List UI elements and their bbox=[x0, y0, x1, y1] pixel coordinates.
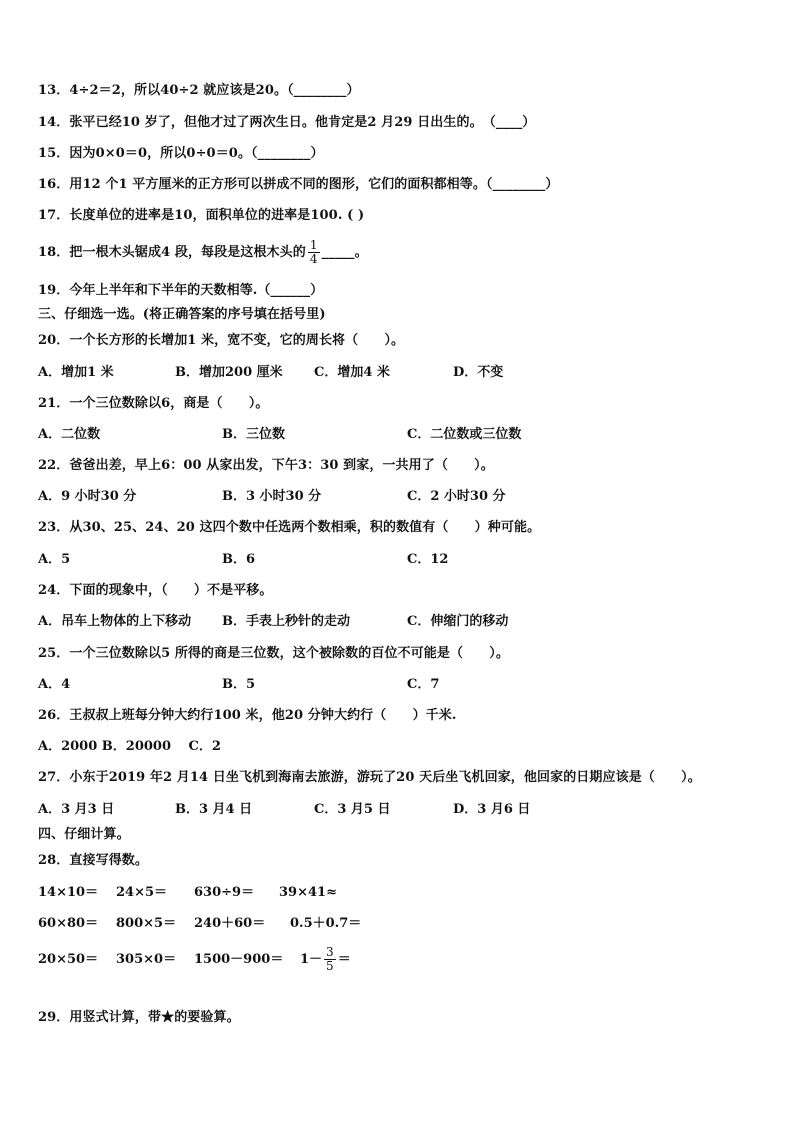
calc-2-2: 800×5＝ bbox=[116, 916, 177, 931]
option-20-a: A．增加1 米 bbox=[38, 365, 114, 380]
option-27-d: D．3 月6 日 bbox=[453, 802, 531, 817]
question-18 bbox=[38, 238, 368, 268]
option-21-b: B．三位数 bbox=[222, 427, 285, 442]
question-16: 16．用12 个1 平方厘米的正方形可以拼成不同的图形，它们的面积都相等。（________） bbox=[38, 177, 559, 192]
question-23-stem: 23．从30、25、24、20 这四个数中任选两个数相乘，积的数值有（ ）种可能。 bbox=[38, 520, 541, 535]
question-22-stem: 22．爸爸出差，早上6：00 从家出发，下午3：30 到家，一共用了（ ）。 bbox=[38, 458, 494, 473]
option-26-all: A．2000 B．20000 C．2 bbox=[38, 739, 221, 754]
option-27-a: A．3 月3 日 bbox=[38, 802, 115, 817]
question-15: 15．因为0×0＝0，所以0÷0＝0。（________） bbox=[38, 146, 324, 161]
calc-3-3: 1500－900＝ bbox=[194, 952, 284, 967]
question-27-stem: 27．小东于2019 年2 月14 日坐飞机到海南去旅游，游玩了20 天后坐飞机回家，他回家的日期应该是（ ）。 bbox=[38, 770, 701, 785]
option-27-c: C．3 月5 日 bbox=[314, 802, 391, 817]
calc-2-1: 60×80＝ bbox=[38, 916, 99, 931]
option-20-c: C．增加4 米 bbox=[314, 365, 390, 380]
option-23-a: A．5 bbox=[38, 552, 71, 567]
question-26-stem: 26．王叔叔上班每分钟大约行100 米，他20 分钟大约行（ ）千米. bbox=[38, 708, 457, 723]
question-18-prefix: 18．把一根木头锯成4 段，每段是这根木头的 bbox=[38, 245, 306, 260]
option-27-b: B．3 月4 日 bbox=[175, 802, 253, 817]
question-21-stem: 21．一个三位数除以6，商是（ ）。 bbox=[38, 396, 269, 411]
fraction-three-fifths: $\frac{3}{5}$ bbox=[326, 945, 334, 973]
option-24-b: B．手表上秒针的走动 bbox=[222, 614, 350, 629]
calc-1-3: 630÷9＝ bbox=[194, 885, 255, 900]
question-24-stem: 24．下面的现象中，（ ）不是平移。 bbox=[38, 583, 273, 598]
option-21-c: C．二位数或三位数 bbox=[407, 427, 522, 442]
section-4-title: 四、仔细计算。 bbox=[38, 827, 130, 842]
option-25-b: B．5 bbox=[222, 677, 256, 692]
option-20-d: D．不变 bbox=[453, 365, 504, 380]
question-14: 14．张平已经10 岁了，但他才过了两次生日。他肯定是2 月29 日出生的。 （____） bbox=[38, 115, 536, 130]
calc-1-4: 39×41≈ bbox=[279, 885, 337, 900]
option-22-c: C．2 小时30 分 bbox=[407, 489, 506, 504]
question-29-stem: 29．用竖式计算，带★的要验算。 bbox=[38, 1010, 240, 1025]
question-28-stem: 28．直接写得数。 bbox=[38, 853, 148, 868]
question-18-suffix: _____。 bbox=[321, 245, 368, 260]
option-21-a: A．二位数 bbox=[38, 427, 101, 442]
fraction-one-quarter: $\frac{1}{4}$ bbox=[309, 238, 318, 266]
calc-3-1: 20×50＝ bbox=[38, 952, 99, 967]
option-22-a: A．9 小时30 分 bbox=[38, 489, 137, 504]
calc-2-3: 240＋60＝ bbox=[194, 916, 266, 931]
section-3-title: 三、仔细选一选。(将正确答案的序号填在括号里) bbox=[38, 307, 326, 322]
option-25-c: C．7 bbox=[407, 677, 440, 692]
option-23-c: C．12 bbox=[407, 552, 449, 567]
calc-2-4: 0.5＋0.7＝ bbox=[290, 916, 362, 931]
option-24-c: C．伸缩门的移动 bbox=[407, 614, 509, 629]
calc-3-4: 1－ $\frac{3}{5}$ ＝ bbox=[300, 945, 351, 973]
question-19: 19．今年上半年和下半年的天数相等.（______） bbox=[38, 283, 324, 298]
question-25-stem: 25．一个三位数除以5 所得的商是三位数，这个被除数的百位不可能是（ ）。 bbox=[38, 646, 509, 661]
calc-1-1: 14×10＝ bbox=[38, 885, 99, 900]
calc-1-2: 24×5＝ bbox=[116, 885, 168, 900]
calc-3-2: 305×0＝ bbox=[116, 952, 177, 967]
option-20-b: B．增加200 厘米 bbox=[175, 365, 283, 380]
question-17: 17．长度单位的进率是10，面积单位的进率是100. ( ) bbox=[38, 208, 365, 223]
option-24-a: A．吊车上物体的上下移动 bbox=[38, 614, 192, 629]
option-22-b: B．3 小时30 分 bbox=[222, 489, 322, 504]
question-13: 13．4÷2＝2，所以40÷2 就应该是20。（________） bbox=[38, 83, 360, 98]
question-20-stem: 20．一个长方形的长增加1 米，宽不变，它的周长将（ ）。 bbox=[38, 333, 405, 348]
option-23-b: B．6 bbox=[222, 552, 256, 567]
option-25-a: A．4 bbox=[38, 677, 71, 692]
